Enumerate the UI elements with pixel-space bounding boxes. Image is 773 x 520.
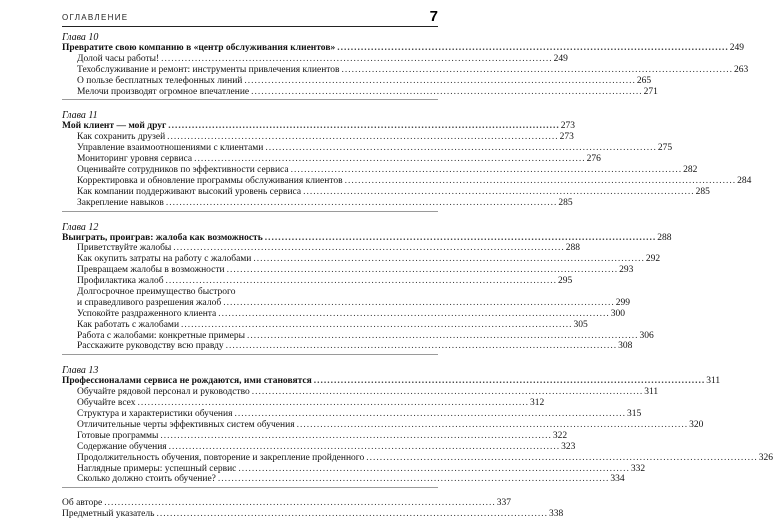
entry-title: Техобслуживание и ремонт: инструменты привлечения клиентов [77,64,340,75]
entry-page: 288 [565,243,581,254]
entry-page: 285 [695,186,710,197]
entry-page: 323 [561,441,576,452]
chapter-12 [62,221,672,356]
dot-leader: .................................................................................................................... [223,297,615,308]
dot-leader: .................................................................................................................... [104,498,496,509]
section-entry[interactable] [62,165,698,176]
entry-page: 276 [586,154,601,165]
entry-title: и справедливого разрешения жалоб [77,297,222,308]
entry-title: Наглядные примеры: успешный сервис [77,463,237,474]
entry-page: 271 [643,86,658,97]
chapter-title-entry[interactable] [62,121,576,132]
entry-page: 320 [689,419,704,430]
entry-title: Мелочи производят огромное впечатление [77,86,250,97]
chapter-title-entry[interactable] [62,232,672,244]
dot-leader: .................................................................................................................... [168,121,560,132]
entry-title: Сколько должно стоить обучение? [77,474,216,485]
section-entry-first-line[interactable] [62,287,438,298]
section-entry[interactable] [62,86,658,98]
page-number: 7 [429,8,438,25]
entry-title: Выиграть, проиграв: жалоба как возможность [62,232,263,243]
section-entry[interactable] [62,64,749,76]
section-entry[interactable] [62,341,633,352]
entry-page: 305 [573,319,588,330]
entry-page: 265 [636,75,652,86]
section-entry[interactable] [62,186,710,198]
dot-leader: .................................................................................................................... [165,276,558,287]
section-entry[interactable] [62,474,625,485]
section-entry[interactable] [62,143,673,154]
entry-title: Приветствуйте жалобы [77,243,172,254]
dot-leader: .................................................................................................................... [168,441,561,452]
entry-title: Оценивайте сотрудников по эффективности сервиса [77,165,289,176]
section-entry[interactable] [62,409,642,420]
entry-page: 311 [706,376,721,387]
section-entry[interactable] [62,297,630,309]
section-entry[interactable] [62,154,601,165]
entry-title: Структура и характеристики обучения [77,409,233,420]
entry-title: Мониторинг уровня сервиса [77,154,193,165]
entry-title: Как сохранить друзей [77,132,166,143]
section-entry[interactable] [62,419,704,431]
chapter-label: Глава 10 [62,32,99,43]
dot-leader: .................................................................................................................... [173,243,565,254]
entry-title: Успокойте раздраженного клиента [77,308,217,319]
running-title: ОГЛАВЛЕНИЕ [62,13,129,22]
chapter-title-entry[interactable] [62,376,721,387]
chapter-title-entry[interactable] [62,43,744,54]
entry-page: 332 [630,463,646,474]
entry-title: Обучайте рядовой персонал и руководство [77,387,250,398]
dot-leader: .................................................................................................................... [161,53,553,64]
entry-title: Обучайте всех [77,398,136,409]
entry-page: 273 [559,132,574,143]
section-entry[interactable] [62,265,634,276]
section-entry[interactable] [62,254,661,265]
entry-page: 326 [758,452,773,463]
dot-leader: .................................................................................................................... [194,154,586,165]
section-entry[interactable] [62,463,646,475]
entry-page: 295 [558,276,573,287]
entry-page: 312 [530,398,545,409]
entry-page: 284 [737,175,752,186]
section-entry[interactable] [62,430,568,442]
entry-page: 249 [729,43,744,53]
section-entry[interactable] [62,175,752,187]
section-entry[interactable] [62,308,626,320]
entry-title: Расскажите руководству всю правду [77,341,224,352]
chapter-label: Глава 13 [62,365,99,377]
entry-title: Об авторе [62,498,103,509]
entry-page: 311 [644,387,659,398]
entry-title: Долой часы работы! [77,53,160,64]
dot-leader: .................................................................................................................... [226,265,619,276]
back-matter-entry[interactable] [62,509,564,520]
entry-page: 263 [734,64,749,75]
back-matter [62,498,564,520]
entry-title: Управление взаимоотношениями с клиентами [77,143,264,154]
entry-page: 293 [619,265,634,276]
section-entry[interactable] [62,398,545,409]
chapter-label: Глава 12 [62,221,99,233]
entry-title: Долгосрочное преимущество быстрого [77,287,236,298]
entry-page: 306 [639,330,654,341]
dot-leader: .................................................................................................................... [251,387,644,398]
section-entry[interactable] [62,53,568,65]
chapter-11 [62,110,752,211]
entry-page: 337 [496,498,512,509]
entry-title: Закрепление навыков [77,197,164,208]
dot-leader: .................................................................................................................... [337,43,729,53]
entry-page: 292 [645,254,661,265]
dot-leader: .................................................................................................................... [225,341,618,352]
section-entry[interactable] [62,75,652,87]
entry-title: Готовые программы [77,430,159,441]
dot-leader: .................................................................................................................... [265,143,657,154]
dot-leader: .................................................................................................................... [165,197,558,208]
section-entry[interactable] [62,243,581,254]
entry-title: Как компании поддерживают высокий уровень сервиса [77,186,302,197]
entry-page: 282 [683,165,698,176]
chapter-10 [62,32,749,100]
section-entry[interactable] [62,197,573,209]
section-entry[interactable] [62,441,576,453]
entry-page: 315 [626,409,642,420]
entry-page: 334 [610,474,625,485]
entry-title: О пользе бесплатных телефонных линий [77,75,243,86]
dot-leader: .................................................................................................................... [296,419,689,430]
dot-leader: .................................................................................................................... [253,254,645,265]
entry-page: 299 [615,297,630,308]
chapter-13 [62,365,773,488]
section-entry[interactable] [62,319,588,331]
dot-leader: .................................................................................................................... [344,175,737,186]
dot-leader: .................................................................................................................... [181,319,573,330]
entry-title: Предметный указатель [62,509,155,520]
dot-leader: .................................................................................................................... [341,64,734,75]
entry-page: 288 [657,232,672,243]
entry-title: Превратите свою компанию в «центр обслуживания клиентов» [62,43,336,53]
section-entry[interactable] [62,276,573,287]
entry-title: Как окупить затраты на работу с жалобами [77,254,252,265]
entry-page: 275 [657,143,673,154]
entry-title: Корректировка и обновление программы обслуживания клиентов [77,175,343,186]
dot-leader: .................................................................................................................... [234,409,626,420]
dot-leader: .................................................................................................................... [264,232,657,243]
dot-leader: .................................................................................................................... [313,376,706,387]
entry-title: Отличительные черты эффективных систем обучения [77,419,295,430]
section-entry[interactable] [62,452,773,464]
entry-page: 322 [552,430,568,441]
entry-title: Работа с жалобами: конкретные примеры [77,330,245,341]
dot-leader: .................................................................................................................... [218,308,610,319]
table-of-contents [62,32,773,520]
entry-title: Профилактика жалоб [77,276,164,287]
section-entry[interactable] [62,132,574,143]
running-header [62,6,438,27]
entry-title: Как работать с жалобами [77,319,180,330]
dot-leader: .................................................................................................................... [160,430,552,441]
entry-page: 308 [618,341,633,352]
dot-leader: .................................................................................................................... [217,474,610,485]
entry-page: 249 [553,53,568,64]
dot-leader: .................................................................................................................... [244,75,636,86]
section-entry[interactable] [62,330,654,342]
dot-leader: .................................................................................................................... [303,186,695,197]
entry-title: Профессионалами сервиса не рождаются, ими становятся [62,376,312,387]
entry-title: Продолжительность обучения, повторение и закрепление пройденного [77,452,365,463]
chapter-label: Глава 11 [62,110,98,122]
dot-leader: .................................................................................................................... [238,463,630,474]
section-entry[interactable] [62,387,659,398]
entry-page: 273 [560,121,576,132]
entry-page: 285 [558,197,573,208]
dot-leader: .................................................................................................................... [167,132,559,143]
dot-leader: .................................................................................................................... [290,165,683,176]
dot-leader: .................................................................................................................... [251,86,643,97]
entry-title: Содержание обучения [77,441,167,452]
dot-leader: .................................................................................................................... [366,452,758,463]
entry-title: Превращаем жалобы в возможности [77,265,225,276]
dot-leader: .................................................................................................................... [156,509,548,520]
entry-page: 338 [548,509,564,520]
entry-page: 300 [610,308,626,319]
back-matter-entry[interactable] [62,498,512,509]
dot-leader: .................................................................................................................... [246,330,639,341]
dot-leader: .................................................................................................................... [137,398,530,409]
entry-title: Мой клиент — мой друг [62,121,167,132]
